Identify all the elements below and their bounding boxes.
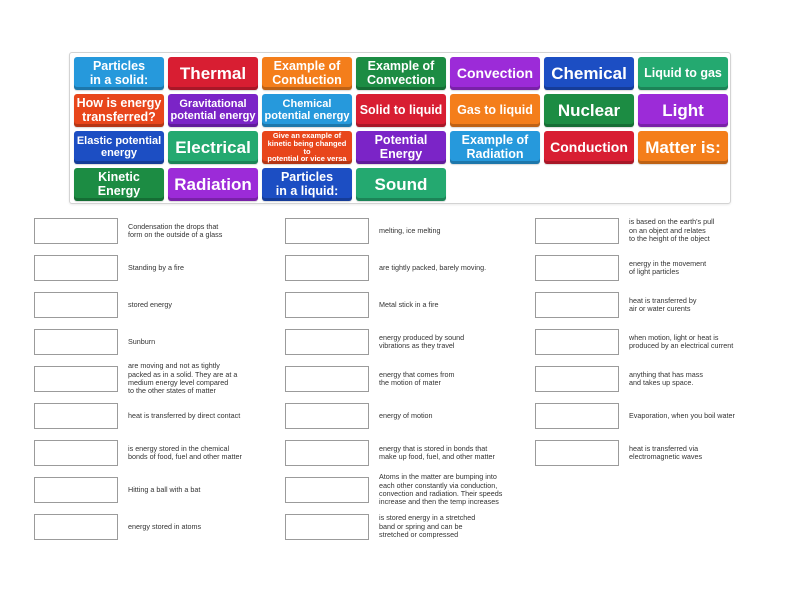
drop-box[interactable] [535,218,619,244]
drop-box[interactable] [285,477,369,503]
clue-text: anything that has mass and takes up space. [629,369,703,387]
clue-text: energy in the movement of light particles [629,258,707,276]
clue-text: are moving and not as tightly packed as in a solid. They are at a medium energy level compared to the other states of matter [128,361,238,396]
clue-text: heat is transferred via electromagnetic waves [629,443,703,461]
drop-box[interactable] [285,292,369,318]
drop-box[interactable] [285,329,369,355]
drop-box[interactable] [535,292,619,318]
tile-radiation[interactable]: Radiation [168,168,258,201]
clue-text: energy that comes from the motion of mater [379,369,455,387]
tile-chemical[interactable]: Chemical [544,57,634,90]
drop-box[interactable] [34,403,118,429]
drop-box[interactable] [34,477,118,503]
drop-box[interactable] [285,366,369,392]
tile-electrical[interactable]: Electrical [168,131,258,164]
clue-text: heat is transferred by direct contact [128,410,241,420]
drop-box[interactable] [34,366,118,392]
drop-box[interactable] [285,218,369,244]
clue-text: is energy stored in the chemical bonds of food, fuel and other matter [128,443,242,461]
drop-box[interactable] [535,329,619,355]
clue-text: are tightly packed, barely moving. [379,262,487,272]
tile-particles-in-a-solid[interactable]: Particles in a solid: [74,57,164,90]
tile-conduction[interactable]: Conduction [544,131,634,164]
clue-text: Condensation the drops that form on the outside of a glass [128,221,223,239]
clue-text: Hitting a ball with a bat [128,484,201,494]
tile-potential-energy[interactable]: Potential Energy [356,131,446,164]
clue-text: energy that is stored in bonds that make up food, fuel, and other matter [379,443,495,461]
drop-box[interactable] [34,218,118,244]
clue-text: is stored energy in a stretched band or spring and can be stretched or compressed [379,513,476,540]
clue-text: Metal stick in a fire [379,299,439,309]
clue-text: when motion, light or heat is produced by an electrical current [629,332,734,350]
clue-text: Standing by a fire [128,262,184,272]
drop-box[interactable] [535,366,619,392]
tile-kinetic-potential-example[interactable]: Give an example of kinetic being changed to potential or vice versa [262,131,352,164]
tile-example-of-radiation[interactable]: Example of Radiation [450,131,540,164]
drop-box[interactable] [535,255,619,281]
tile-nuclear[interactable]: Nuclear [544,94,634,127]
clue-text: Atoms in the matter are bumping into each other constantly via conduction, convection and radiation. Their speeds increase and then the temp increases [379,472,503,507]
tile-light[interactable]: Light [638,94,728,127]
clue-text: energy produced by sound vibrations as they travel [379,332,465,350]
clue-text: Evaporation, when you boil water [629,410,735,420]
tile-kinetic-energy[interactable]: Kinetic Energy [74,168,164,201]
tile-liquid-to-gas[interactable]: Liquid to gas [638,57,728,90]
drop-box[interactable] [34,292,118,318]
clue-text: heat is transferred by air or water curents [629,295,697,313]
tile-chemical-potential-energy[interactable]: Chemical potential energy [262,94,352,127]
clue-text: is based on the earth's pull on an object and relates to the height of the object [629,217,715,244]
tile-sound[interactable]: Sound [356,168,446,201]
drop-box[interactable] [34,255,118,281]
drop-box[interactable] [285,440,369,466]
tile-convection[interactable]: Convection [450,57,540,90]
drop-box[interactable] [285,403,369,429]
clue-text: energy stored in atoms [128,521,202,531]
clue-text: Sunburn [128,336,156,346]
drop-box[interactable] [34,514,118,540]
tile-example-of-convection[interactable]: Example of Convection [356,57,446,90]
drop-box[interactable] [535,440,619,466]
clue-text: energy of motion [379,410,433,420]
tile-gas-to-liquid[interactable]: Gas to liquid [450,94,540,127]
tile-gravitational-potential-energy[interactable]: Gravitational potential energy [168,94,258,127]
clue-text: stored energy [128,299,172,309]
tile-thermal[interactable]: Thermal [168,57,258,90]
tile-solid-to-liquid[interactable]: Solid to liquid [356,94,446,127]
tile-particles-in-a-liquid[interactable]: Particles in a liquid: [262,168,352,201]
tile-example-of-conduction[interactable]: Example of Conduction [262,57,352,90]
drop-box[interactable] [285,255,369,281]
drop-box[interactable] [285,514,369,540]
tile-bank [69,52,731,204]
tile-elastic-potential-energy[interactable]: Elastic potential energy [74,131,164,164]
tile-matter-is[interactable]: Matter is: [638,131,728,164]
tile-how-is-energy-transferred[interactable]: How is energy transferred? [74,94,164,127]
clue-text: melting, ice melting [379,225,441,235]
drop-box[interactable] [535,403,619,429]
drop-box[interactable] [34,329,118,355]
drop-box[interactable] [34,440,118,466]
